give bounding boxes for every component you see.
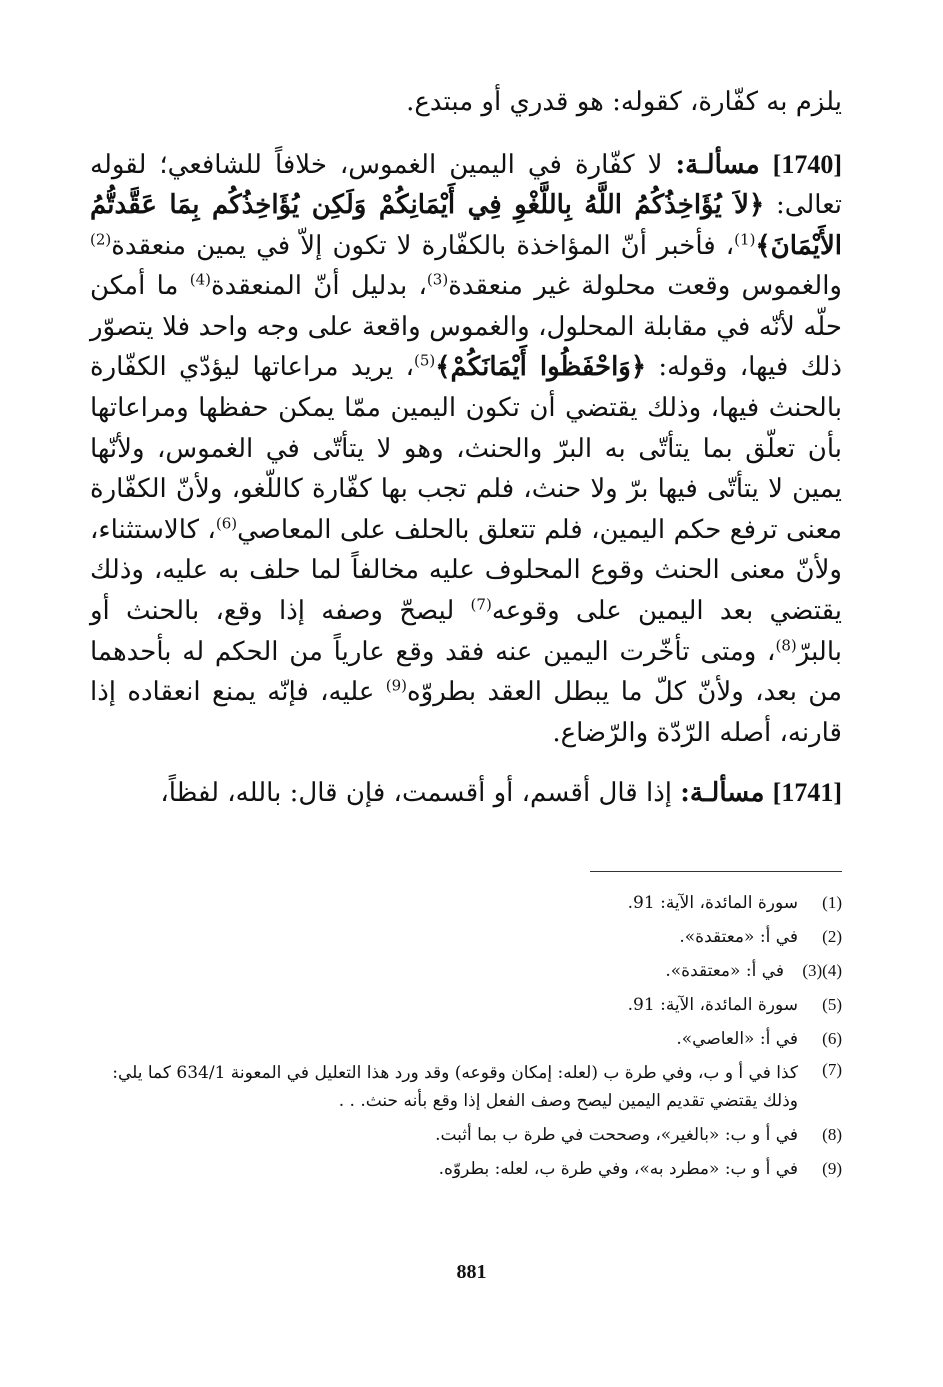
issue-1740-paragraph bbox=[90, 145, 842, 754]
paragraph-text: ، ومتى تأخّرت اليمين عنه فقد وقع عارياً من الحكم له بأحدهما من بعد، ولأنّ كلّ ما يبطل العقد بطروّه bbox=[90, 636, 842, 708]
footnote-number: (9) bbox=[822, 1159, 842, 1178]
paragraph-text: ما أمكن حلّه لأنّه في مقابلة المحلول، والغموس واقعة على وجه واحد فلا يتصوّر ذلك فيها، وقوله: bbox=[90, 271, 843, 383]
footnote-ref: (6) bbox=[215, 514, 238, 533]
footnote-text: في أ: «معتقدة». bbox=[665, 961, 784, 981]
paragraph-text: إذا قال أقسم، أو أقسمت، فإن قال: بالله، لفظاً، bbox=[160, 778, 672, 809]
footnote-ref: (7) bbox=[470, 595, 492, 614]
paragraph-text: لا كفّارة في اليمين الغموس، خلافاً للشافعي؛ لقوله تعالى: bbox=[90, 149, 842, 221]
footnote-number: (1) bbox=[822, 893, 842, 912]
paragraph-text: ، يريد مراعاتها ليؤدّي الكفّارة بالحنث فيها، وذلك يقتضي أن تكون اليمين ممّا يمكن حفظها ومراعاتها بأن تعلّق بما يتأتّى به البرّ والحنث، وهو لا يتأتّى في الغموس، ولأنّها يمين لا يتأتّى فيها برّ ولا حنث، فلم تجب بها كفّارة كاللّغو، ولأنّ الكفّارة معنى ترفع حكم اليمين، فلم تتعلق بالحلف على المعاصي bbox=[90, 352, 843, 545]
footnote-ref: (8) bbox=[775, 635, 797, 654]
quran-quote: ﴿لاَ يُؤَاخِذُكُمُ اللَّهُ بِاللَّغْوِ فِي أَيْمَانِكُمْ وَلَكِن يُؤَاخِذُكُم بِمَا عَقَّدتُّمُ الأَيْمَانَ﴾ bbox=[90, 190, 842, 261]
footnote-text: سورة المائدة، الآية: 91. bbox=[627, 893, 798, 913]
issue-1741-paragraph bbox=[90, 773, 842, 814]
footnote bbox=[90, 988, 842, 1022]
footnote-ref: (2) bbox=[90, 230, 112, 249]
paragraph-text: ليصحّ وصفه إذا وقع، بالحنث أو بالبرّ bbox=[90, 596, 842, 667]
footnote-ref: (3) bbox=[426, 270, 449, 289]
quran-quote: ﴿وَاحْفَظُوا أَيْمَانَكُمْ﴾ bbox=[435, 352, 647, 383]
issue-number: [1741] bbox=[772, 778, 842, 808]
page-number: 881 bbox=[456, 1261, 487, 1283]
footnote-number: (6) bbox=[822, 1029, 842, 1048]
paragraph-text: والغموس وقعت محلولة غير منعقدة bbox=[448, 271, 842, 302]
footnotes bbox=[90, 886, 842, 1186]
issue-number: [1740] bbox=[772, 149, 843, 179]
footnote-number: (7) bbox=[822, 1060, 842, 1079]
footnote-text: في أ: «العاصي». bbox=[676, 1029, 798, 1049]
footnote-number: (3)(4) bbox=[802, 961, 842, 980]
footnote-ref: (1) bbox=[734, 230, 756, 249]
paragraph-text: عليه، فإنّه يمنع انعقاده إذا قارنه، أصله الرّدّة والرّضاع. bbox=[90, 677, 842, 748]
footnote bbox=[90, 886, 842, 920]
footnote-text: في أ و ب: «مطرد به»، وفي طرة ب، لعله: بطروّه. bbox=[438, 1159, 798, 1179]
footnote bbox=[90, 1056, 842, 1118]
footnote-text: سورة المائدة، الآية: 91. bbox=[627, 995, 798, 1015]
footnote-ref: (9) bbox=[385, 676, 408, 695]
footnote-text: في أ: «معتقدة». bbox=[679, 927, 798, 947]
footnote-text: في أ و ب: «بالغير»، وصححت في طرة ب بما أثبت. bbox=[435, 1125, 798, 1145]
footnote bbox=[90, 1152, 842, 1186]
main-text bbox=[90, 82, 842, 814]
footnote-number: (8) bbox=[822, 1125, 842, 1144]
footnote bbox=[90, 1022, 842, 1056]
issue-label: مسألـة: bbox=[675, 149, 760, 180]
footnote-text: كذا في أ و ب، وفي طرة ب (لعله: إمكان وقوعه) وقد ورد هذا التعليل في المعونة 634/1 كما يلي: وذلك يقتضي تقديم اليمين ليصح وصف الفعل إذا وقع بأنه حنث. . . bbox=[112, 1063, 798, 1111]
footnote bbox=[90, 954, 842, 988]
footnote-number: (5) bbox=[822, 995, 842, 1014]
lead-line: يلزم به كفّارة، كقوله: هو قدري أو مبتدع. bbox=[406, 87, 842, 117]
footnote-number: (2) bbox=[822, 927, 842, 946]
footnote-ref: (4) bbox=[189, 270, 211, 289]
paragraph-text: ، فأخبر أنّ المؤاخذة بالكفّارة لا تكون إلاّ في يمين منعقدة bbox=[111, 230, 735, 261]
paragraph-text: ، كالاستثناء، ولأنّ معنى الحنث وقوع المحلوف عليه مخالفاً لما حلف به عليه، وذلك يقتضي بعد اليمين على وقوعه bbox=[90, 514, 842, 627]
footnote bbox=[90, 920, 842, 954]
issue-label: مسألـة: bbox=[680, 778, 765, 809]
footnote-ref: (5) bbox=[413, 351, 436, 370]
footnote bbox=[90, 1118, 842, 1152]
footnote-divider bbox=[590, 871, 842, 872]
paragraph-text: ، بدليل أنّ المنعقدة bbox=[211, 271, 427, 302]
